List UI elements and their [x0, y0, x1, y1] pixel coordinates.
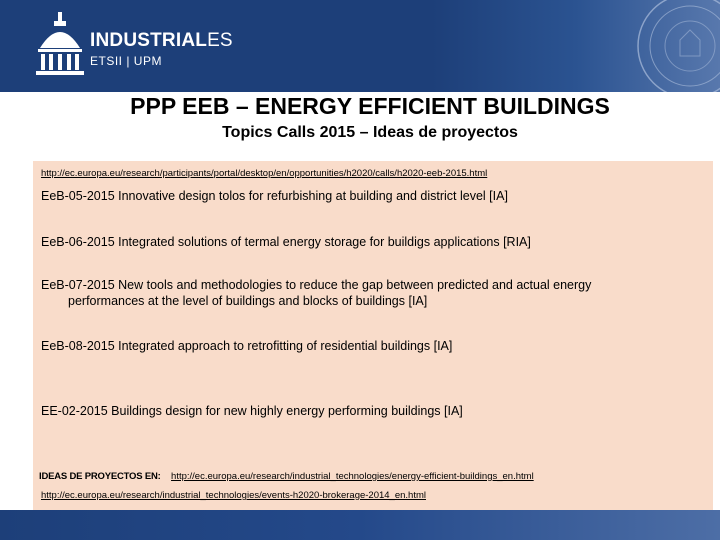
topic-item: EeB-07-2015 New tools and methodologies to reduce the gap between predicted and actual energy performances at the level of buildings and blocks of buildings [IA]	[41, 278, 592, 308]
footer-band	[0, 510, 720, 540]
topic-item: EE-02-2015 Buildings design for new highly energy performing buildings [IA]	[41, 404, 463, 418]
topic-item: EeB-06-2015 Integrated solutions of termal energy storage for buildigs applications [RIA]	[41, 235, 531, 249]
topic-item: EeB-05-2015 Innovative design tolos for refurbishing at building and district level [IA]	[41, 189, 508, 203]
header-band	[0, 0, 720, 92]
logo-subtitle: ETSII | UPM	[90, 54, 162, 68]
logo-wordmark: INDUSTRIALES	[90, 30, 233, 51]
ideas-label: IDEAS DE PROYECTOS EN:	[39, 471, 161, 482]
page-title: PPP EEB – ENERGY EFFICIENT BUILDINGS	[130, 93, 610, 119]
university-seal-icon	[628, 0, 720, 92]
source-link[interactable]: http://ec.europa.eu/research/participants/portal/desktop/en/opportunities/h2020/calls/h2020-eeb-2015.html	[41, 168, 488, 179]
ideas-link-1[interactable]: http://ec.europa.eu/research/industrial_technologies/energy-efficient-buildings_en.html	[171, 471, 534, 482]
ideas-link-2[interactable]: http://ec.europa.eu/research/industrial_technologies/events-h2020-brokerage-2014_en.html	[41, 490, 426, 501]
content-panel	[33, 161, 713, 525]
topic-item: EeB-08-2015 Integrated approach to retrofitting of residential buildings [IA]	[41, 339, 453, 353]
ideas-row	[39, 466, 534, 484]
page-subtitle: Topics Calls 2015 – Ideas de proyectos	[222, 124, 518, 141]
industriales-logo[interactable]	[34, 12, 234, 82]
dome-icon	[34, 12, 86, 78]
